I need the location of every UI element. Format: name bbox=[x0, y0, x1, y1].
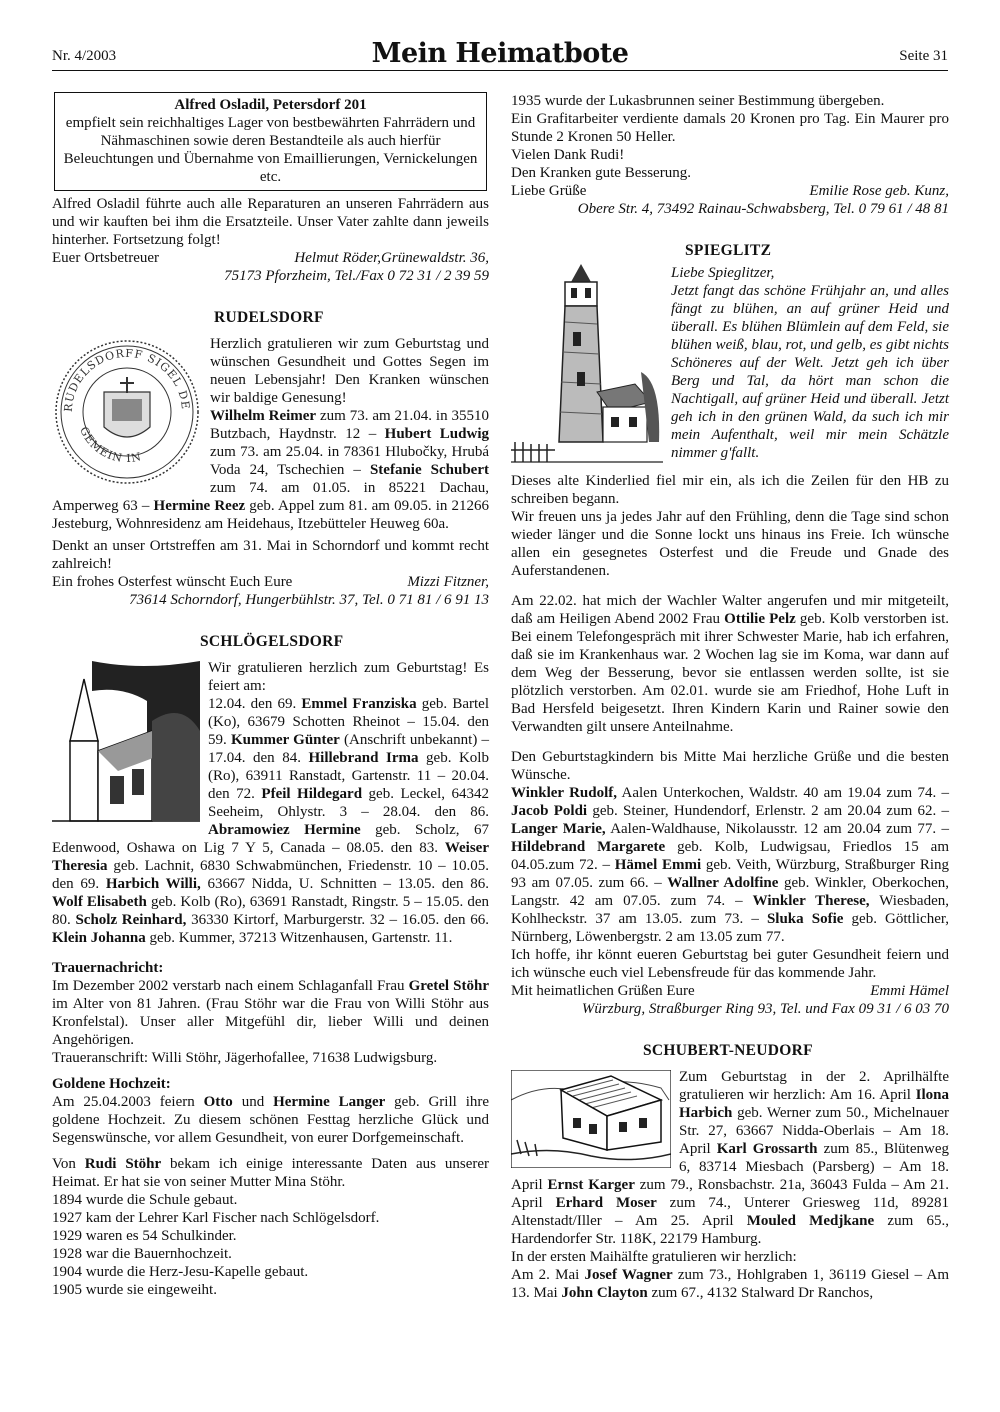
spieglitz-birthdays: Winkler Rudolf, Aalen Unterkochen, Waldstr. 40 am 19.04 zum 74. – Jacob Poldi geb. Steiner, Hundendorf, Erlenstr. 2 am 20.04 zum 62. – Langer Marie, Aalen-Waldhause, Nikolausstr. 12 am 20.04 zum 77. – Hildebrand Margarete geb. Kolb, Ludwigsau, Friedlos 15 am 04.05.zum 72. – Hämel Emmi geb. Veith, Würzburg, Straßburger Ring 93 am 07.05. zum 66. – Wallner Adolfine geb. Winkler, Oberkochen, Langstr. 42 am 07.05. zum 74. – Winkler Therese, Wiesbaden, Kohlheckstr. 37 am 13.05. zum 73. – Sluka Sofie geb. Göttlicher, Nürnberg, Löwenbergstr. 2 am 13.05 zum 77. bbox=[511, 785, 950, 945]
spieglitz-poem: Jetzt fangt das schöne Frühjahr an, und alles fängt zu blühen, an auf grüner Heid und überall. Es blühen Blümlein auf dem Feld, sie blühen weiß, blau, rot, und gelb, es gibt nichts Schöneres auf der Welt. Jetzt geh ich über Berg und Tal, da hört man schon die Nachtigall, auf grüner Heid und überall. Jetzt geh ich in den grünen Wald, da such ich mir mein Aufenthalt, weil mir mein Schätzle nimmer g'fallt. bbox=[671, 283, 949, 461]
gold-text: Am 25.04.2003 feiern Otto und Hermine Langer geb. Grill ihre goldene Hochzeit. Zu diesem schönen Festtag herzliche Glück und Segenswünsche, vor allem Gesundheit, von eurer Dorfgemeinschaft. bbox=[52, 1094, 490, 1146]
signature-line bbox=[52, 249, 489, 267]
spieglitz-heading: SPIEGLITZ bbox=[685, 242, 772, 259]
spieglitz-address: Würzburg, Straßburger Ring 93, Tel. und Fax 09 31 / 6 03 70 bbox=[581, 1001, 949, 1017]
tower-drawing bbox=[511, 262, 663, 468]
signature-greeting: Euer Ortsbetreuer bbox=[52, 250, 160, 266]
rudelsdorf-heading-wrap bbox=[52, 309, 489, 327]
schubert-may-intro: In der ersten Maihälfte gratulieren wir herzlich: bbox=[511, 1249, 797, 1265]
spieglitz-salutation: Liebe Spieglitzer, bbox=[671, 265, 775, 281]
farmhouse-image bbox=[511, 1070, 671, 1168]
header-rule bbox=[52, 70, 948, 71]
right-column bbox=[511, 92, 949, 1302]
ad-title: Alfred Osladil, Petersdorf 201 bbox=[174, 97, 367, 113]
seal-image bbox=[52, 337, 202, 487]
schubert-text: Zum Geburtstag in der 2. Aprilhälfte gratulieren wir herzlich: Am 16. April Ilona Harbich geb. Werner zum 50., Michelnauer Str. 27, 63667 Nidda-Oberlais – Am 18. April Karl Grossarth zum 85., Blütenweg 6, 83714 Miesbach (Parsberg) – Am 18. April Ernst Karger zum 79., Ronsbachstr. 21a, 36043 Fulda – Am 21. April Erhard Moser zum 74., Unterer Griesweg 11d, 89281 Altenstadt/Iller – Am 25. April Mouled Medjkane zum 65., Hardendorfer Str. 118K, 22179 Hamburg. bbox=[511, 1069, 949, 1247]
spieglitz-p4: Den Geburtstagkindern bis Mitte Mai herzliche Grüße und die besten Wünsche. bbox=[511, 749, 949, 783]
rudelsdorf-meeting: Denkt an unser Ortstreffen am 31. Mai in Schorndorf und kommt recht zahlreich! bbox=[52, 538, 489, 572]
seal-text-bottom: GEMEIN IN bbox=[77, 424, 143, 466]
spieglitz-signature bbox=[511, 982, 949, 1000]
ad-text: empfielt sein reichhaltiges Lager von bestbewährten Fahrrädern und Nähmaschinen sowie deren Bestandteile als auch hierfür Beleuchtungen und Übernahme von Emaillierungen, Vernickelungen etc. bbox=[63, 115, 478, 185]
rudelsdorf-birthdays: Wilhelm Reimer zum 73. am 21.04. in 35510 Butzbach, Haydnstr. 12 – Hubert Ludwig zum 73. am 25.04. in 78361 Hlubočky, Hrubá Voda 24, Tschechien – Stefanie Schubert zum 74. am 01.05. in 85221 Dachau, Amperweg 63 – Hermine Reez geb. Appel zum 81. am 09.05. in 21266 Jesteburg, Wohnresidenz am Heidehaus, Itzebütteler Heuweg 60a. bbox=[52, 408, 489, 532]
schloegelsdorf-intro: Wir gratulieren herzlich zum Geburtstag! Es feiert am: bbox=[208, 660, 489, 694]
signature-name: Emmi Hämel bbox=[870, 983, 949, 999]
continuation-lines bbox=[511, 92, 949, 182]
cont-line: 1935 wurde der Lukasbrunnen seiner Bestimmung übergeben. bbox=[511, 93, 885, 109]
masthead-logo: Mein Heimatbote bbox=[371, 38, 629, 69]
church-drawing bbox=[52, 661, 200, 833]
signature-name: Mizzi Fitzner, bbox=[407, 574, 489, 590]
spieglitz-heading-wrap bbox=[511, 242, 949, 260]
fact-line: 1928 war die Bauernhochzeit. bbox=[52, 1246, 232, 1262]
continuation-signature bbox=[511, 182, 949, 200]
page-number: Seite 31 bbox=[899, 48, 948, 64]
schloegelsdorf-heading: SCHLÖGELSDORF bbox=[200, 633, 344, 650]
issue-number: Nr. 4/2003 bbox=[52, 48, 117, 64]
spieglitz-p5: Ich hoffe, ihr könnt eueren Geburtstag bei guter Gesundheit feiern und ich wünsche euch viel Lebensfreude für das kommende Jahr. bbox=[511, 947, 949, 981]
trauer-text: Im Dezember 2002 verstarb nach einem Schlaganfall Frau Gretel Stöhr im Alter von 81 Jahren. (Frau Stöhr war die Frau von Willi Stöhr aus Kronfelstal). Unser aller Mitgefühl dir, lieber Willi und deinen Angehörigen. bbox=[52, 978, 489, 1048]
signature-greeting: Mit heimatlichen Grüßen Eure bbox=[511, 983, 695, 999]
rudi-text: Von Rudi Stöhr bekam ich einige interessante Daten aus unserer Heimat. Er hat sie von seiner Mutter Mina Stöhr. bbox=[52, 1156, 490, 1190]
fact-line: 1904 wurde die Herz-Jesu-Kapelle gebaut. bbox=[52, 1264, 309, 1280]
left-column bbox=[52, 92, 489, 1299]
trauer-title: Trauernachricht: bbox=[52, 960, 164, 976]
gold-title: Goldene Hochzeit: bbox=[52, 1076, 171, 1092]
spieglitz-p1: Dieses alte Kinderlied fiel mir ein, als ich die Zeilen für den HB zu schreiben begann. bbox=[511, 473, 949, 507]
history-facts bbox=[52, 1191, 489, 1299]
schubert-heading: SCHUBERT-NEUDORF bbox=[643, 1042, 813, 1059]
farmhouse-drawing bbox=[511, 1070, 671, 1168]
rudelsdorf-address: 73614 Schorndorf, Hungerbühlstr. 37, Tel. 0 71 81 / 6 91 13 bbox=[129, 592, 489, 608]
cont-line: Den Kranken gute Besserung. bbox=[511, 165, 691, 181]
signature-name: Emilie Rose geb. Kunz, bbox=[809, 183, 949, 199]
tower-image bbox=[511, 262, 663, 468]
schubert-may-birthdays: Am 2. Mai Josef Wagner zum 73., Hohlgraben 1, 36119 Giesel – Am 13. Mai John Clayton zum 67., 4132 Stalward Dr Ranchos, bbox=[511, 1267, 949, 1301]
spieglitz-obituary: Am 22.02. hat mich der Wachler Walter angerufen und mir mitgeteilt, daß am Heiligen Abend 2002 Frau Ottilie Pelz geb. Kolb verstorben ist. Bei einem Telefongespräch mit ihrer Schwester Marie, hab ich erfahren, daß sie im Krankenhaus war. 2 Wochen lag sie im Koma, war dann auf dem Weg der Besserung, bevor sie entlassen werden sollte, ist sie plötzlich verstorben. Am 02.01. wurde sie am Friedhof, Hohe Luft in Bad Hersfeld beigesetzt. Ihren Kindern Karin und Rainer sowie den Verwandten gilt unsere Anteilnahme. bbox=[511, 593, 950, 735]
rudelsdorf-signature bbox=[52, 573, 489, 591]
seal-text-top: RUDELSDORFF SIGEL DE bbox=[61, 346, 193, 413]
schloegelsdorf-birthdays: 12.04. den 69. Emmel Franziska geb. Bartel (Ko), 63679 Schotten Rheinot – 15.04. den 59. Kummer Günter (Anschrift unbekannt) – 17.04. den 84. Hillebrand Irma geb. Kolb (Ro), 63911 Ranstadt, Gartenstr. 11 – 20.04. den 72. Pfeil Hildegard geb. Leckel, 64342 Seeheim, Ohlystr. 3 – 28.04. den 86. Abramowiez Hermine geb. Scholz, 67 Edenwood, Oshawa on Lig 7 Y 5, Canada – 08.05. den 83. Weiser Theresia geb. Lachnit, 6830 Schwabmünchen, Friedenstr. 10 – 10.05. den 69. Harbich Willi, 63667 Nidda, U. Schnitten – 13.05. den 86. Wolf Elisabeth geb. Kolb (Ro), 63691 Ranstadt, Ringstr. 5 – 15.05. den 80. Scholz Reinhard, 36330 Kirtorf, Marburgerstr. 32 – 16.05. den 66. Klein Johanna geb. Kummer, 37213 Witzenhausen, Gartenstr. 11. bbox=[52, 696, 489, 946]
fact-line: 1894 wurde die Schule gebaut. bbox=[52, 1192, 238, 1208]
continuation-address: Obere Str. 4, 73492 Rainau-Schwabsberg, Tel. 0 79 61 / 48 81 bbox=[577, 201, 949, 217]
fact-line: 1905 wurde sie eingeweiht. bbox=[52, 1282, 217, 1298]
church-image bbox=[52, 661, 200, 833]
rudelsdorf-intro: Herzlich gratulieren wir zum Geburtstag und wünschen Gesundheit und Gottes Segen im neuen Lebensjahr! Den Kranken wünschen wir baldige Genesung! bbox=[210, 336, 489, 406]
cont-line: Ein Grafitarbeiter verdiente damals 20 Kronen pro Tag. Ein Maurer pro Stunde 2 Kronen 50 Heller. bbox=[511, 111, 949, 145]
osladil-paragraph: Alfred Osladil führte auch alle Reparaturen an unseren Fahrrädern aus und wir kauften bei ihm die Ersatzteile. Unser Vater zahlte dann jeweils hinterher. Fortsetzung folgt! bbox=[52, 196, 489, 248]
cont-line: Vielen Dank Rudi! bbox=[511, 147, 625, 163]
advertisement-box bbox=[54, 92, 487, 191]
rudelsdorf-heading: RUDELSDORF bbox=[214, 309, 324, 326]
page-header bbox=[52, 38, 948, 70]
signature-name: Helmut Röder,Grünewaldstr. 36, bbox=[294, 250, 489, 266]
rudelsdorf-seal bbox=[52, 337, 202, 487]
fact-line: 1927 kam der Lehrer Karl Fischer nach Schlögelsdorf. bbox=[52, 1210, 380, 1226]
spieglitz-p2: Wir freuen uns ja jedes Jahr auf den Frühling, denn die Tage sind schon wieder länger und die Sonne lockt uns hinaus ins Freie. Ich wünsche allen ein gesegnetes Osterfest und die Freude und Gnade des Auferstandenen. bbox=[511, 509, 949, 579]
signature-address: 75173 Pforzheim, Tel./Fax 0 72 31 / 2 39 59 bbox=[224, 268, 489, 284]
fact-line: 1929 waren es 54 Schulkinder. bbox=[52, 1228, 237, 1244]
trauer-address: Traueranschrift: Willi Stöhr, Jägerhofallee, 71638 Ludwigsburg. bbox=[52, 1050, 438, 1066]
signature-greeting: Ein frohes Osterfest wünscht Euch Eure bbox=[52, 574, 293, 590]
signature-greeting: Liebe Grüße bbox=[511, 183, 587, 199]
